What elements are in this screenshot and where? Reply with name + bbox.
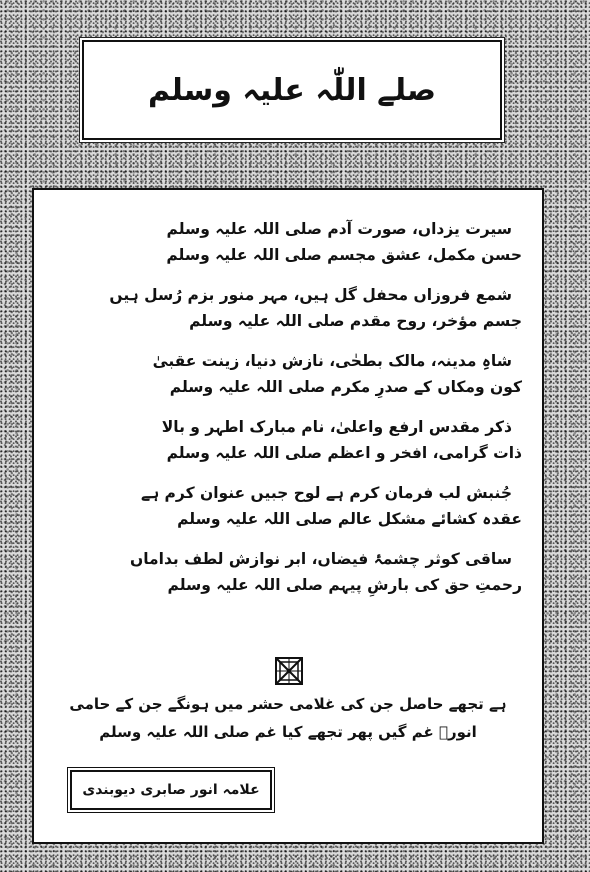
- poem-body: [54, 216, 522, 612]
- verse-line: ساقی کوثر چشمۂ فیضاں، ابر نوازش لطف بداماں: [129, 550, 512, 568]
- stanza: [54, 348, 522, 400]
- verse-line: جسم مؤخر، روح مقدم صلی اللہ علیہ وسلم: [189, 312, 522, 330]
- title-box: [82, 40, 502, 140]
- stanza: [54, 414, 522, 466]
- verse-line: کون ومکاں کے صدرِ مکرم صلی اللہ علیہ وسلم: [169, 378, 522, 396]
- verse-line: ذات گرامی، افخر و اعظم صلی اللہ علیہ وسلم: [166, 444, 522, 462]
- verse-line: رحمتِ حق کی بارشِ پیہم صلی اللہ علیہ وسلم: [167, 576, 522, 594]
- closing-verse: [54, 690, 522, 746]
- stanza: [54, 282, 522, 334]
- verse-line: جُنبش لب فرمان کرم ہے لوح جبیں عنوان کرم ہے: [141, 484, 512, 502]
- verse-line: شاہِ مدینہ، مالک بطحٰی، نازش دنیا، زینت عقبیٰ: [152, 352, 512, 370]
- verse-line: انورؔ غم گیں پھر تجھے کیا غم صلی اللہ علیہ وسلم: [99, 723, 477, 741]
- stanza: [54, 546, 522, 598]
- stanza: [54, 480, 522, 532]
- verse-line: سیرت یزداں، صورت آدم صلی اللہ علیہ وسلم: [166, 220, 512, 238]
- verse-line: حسن مکمل، عشق مجسم صلی اللہ علیہ وسلم: [166, 246, 522, 264]
- author-signature: علامہ انور صابری دیوبندی: [70, 770, 272, 810]
- verse-line: ہے تجھے حاصل جن کی غلامی حشر میں ہونگے جن کے حامی: [69, 695, 507, 713]
- poem-panel: [32, 188, 544, 844]
- page-title: صلے اللّٰہ علیہ وسلم: [147, 72, 436, 108]
- verse-line: عقدہ کشائے مشکل عالم صلی اللہ علیہ وسلم: [177, 510, 522, 528]
- ornament-icon: [274, 656, 304, 686]
- verse-line: ذکر مقدس ارفع واعلیٰ، نام مبارک اطہر و بالا: [161, 418, 512, 436]
- verse-line: شمع فروزاں محفل گل ہیں، مہر منور بزم رُسل ہیں: [109, 286, 512, 304]
- stanza: [54, 216, 522, 268]
